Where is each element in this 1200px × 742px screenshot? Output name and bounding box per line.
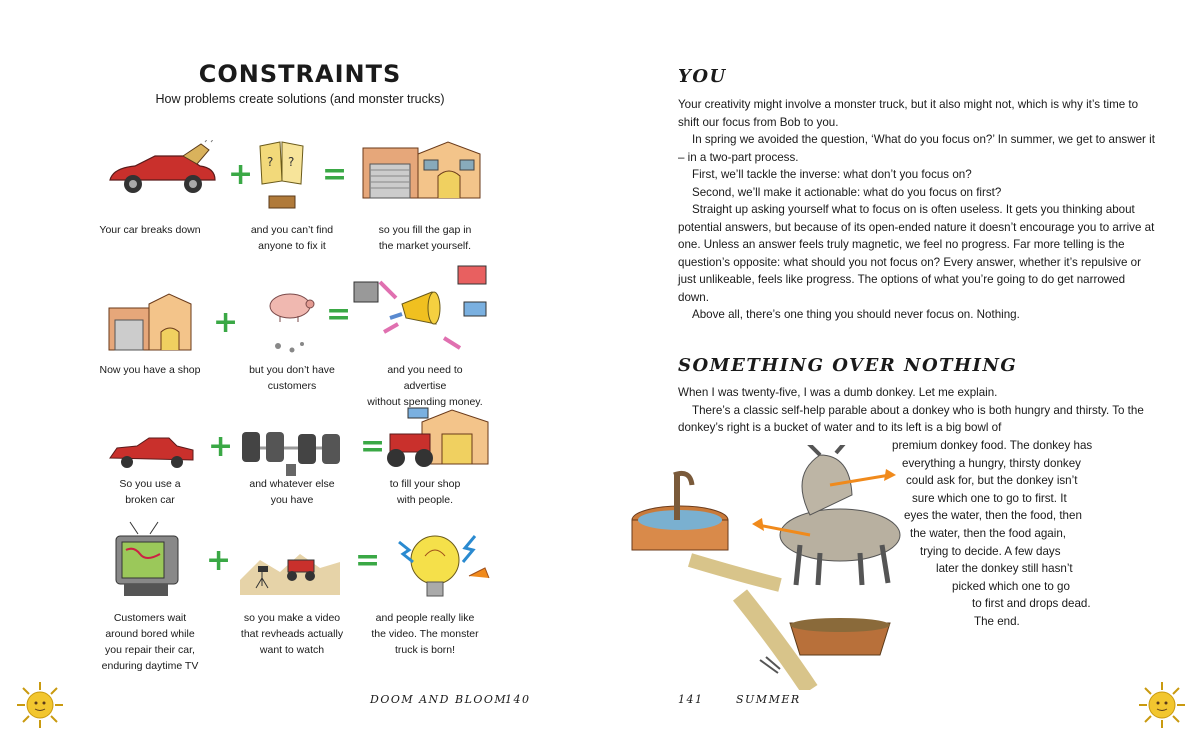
broken-car-illustration	[105, 140, 220, 200]
plus-icon: +	[228, 157, 254, 192]
caption-line: so you fill the gap in	[378, 224, 472, 236]
caption-line: enduring daytime TV	[101, 660, 199, 672]
plus-icon: +	[208, 429, 234, 464]
caption-cell	[90, 362, 210, 378]
plus-icon: +	[206, 543, 232, 578]
caption-line: Now you have a shop	[99, 364, 201, 376]
page-number: 141	[678, 693, 704, 706]
caption-cell	[232, 362, 352, 394]
caption-line: without spending money.	[367, 396, 483, 408]
piggy-bank-illustration	[258, 288, 323, 358]
caption-cell	[232, 610, 352, 658]
equals-icon: =	[355, 543, 381, 578]
caption-line: to fill your shop	[389, 478, 461, 490]
caption-line: with people.	[396, 494, 454, 506]
right-page	[600, 0, 1200, 742]
caption-cell	[90, 610, 210, 674]
caption-line: Customers wait	[113, 612, 187, 624]
caption-cell	[90, 222, 210, 238]
caption-cell	[365, 610, 485, 658]
caption-line: the market yourself.	[378, 240, 472, 252]
paragraph: Your creativity might involve a monster truck, but it also might not, which is why it’s time to shift our focus from Bob to you.	[678, 98, 1139, 129]
equals-icon: =	[326, 297, 352, 332]
paragraph: Second, we’ll make it actionable: what do you focus on first?	[692, 185, 1002, 199]
caption-cell	[232, 476, 352, 508]
section-heading-you: YOU	[678, 66, 727, 87]
wrapped-text-line: to first and drops dead.	[972, 597, 1091, 611]
wrapped-text-line: later the donkey still hasn’t	[936, 562, 1073, 576]
monster-truck-shop-illustration	[382, 404, 497, 474]
caption-line: anyone to fix it	[258, 240, 326, 252]
wrapped-text-line: premium donkey food. The donkey has	[892, 439, 1093, 452]
advertising-illustration	[350, 262, 500, 362]
page-subtitle: How problems create solutions (and monster trucks)	[155, 92, 445, 106]
wrapped-text-line: sure which one to go to first. It	[912, 491, 1067, 505]
caption-line: want to watch	[259, 644, 325, 656]
section-body-you	[678, 96, 1158, 324]
caption-line: you have	[270, 494, 314, 506]
caption-line: and people really like	[375, 612, 475, 624]
wrapped-text-line: picked which one to go	[952, 579, 1070, 593]
caption-line: and whatever else	[249, 478, 335, 490]
paragraph: There’s a classic self-help parable about a donkey who is both hungry and thirsty. To the donkey’s right is a bucket of water and to its left is a big bowl of	[678, 403, 1144, 434]
caption-line: and you can’t find	[250, 224, 334, 236]
caption-line: So you use a	[119, 478, 181, 490]
svg-text:?: ?	[288, 155, 295, 169]
paragraph: First, we’ll tackle the inverse: what don’t you focus on?	[692, 168, 972, 181]
sun-icon	[1137, 680, 1187, 730]
wrapped-text-line: could ask for, but the donkey isn’t	[906, 474, 1078, 488]
section-heading-something-over-nothing: SOMETHING OVER NOTHING	[678, 355, 1018, 376]
lightbulb-idea-illustration	[385, 524, 500, 609]
wrapped-text-line: eyes the water, then the food, then	[904, 509, 1082, 523]
wrapped-text-line: the water, then the food again,	[910, 527, 1066, 540]
paragraph: Straight up asking yourself what to focus on is often useless. It gets you thinking about potential answers, but because of its open-ended nature it doesn’t encourage you to arrive at one. Unless an answer feels truly magnetic, we feel no progress. Far more telling is the question’s opposite: what should you not focus on? Every answer, whether it’s repulsive or just unlikeable, feels like progress. The options of what you’re going to do get narrowed down.	[678, 203, 1155, 304]
caption-cell	[365, 222, 485, 254]
sun-icon	[15, 680, 65, 730]
plus-icon: +	[213, 305, 239, 340]
caption-line: so you make a video	[243, 612, 341, 624]
caption-line: and you need to advertise	[387, 364, 463, 392]
wrapped-text-line: everything a hungry, thirsty donkey	[902, 456, 1081, 470]
caption-line: but you don’t have	[249, 364, 335, 376]
caption-line: around bored while	[105, 628, 195, 640]
footer-book-title: DOOM AND BLOOM	[370, 693, 508, 706]
phone-book-illustration	[255, 136, 310, 216]
caption-line: the video. The monster	[371, 628, 479, 640]
tires-and-axles-illustration	[236, 424, 351, 479]
footer-section-title: SUMMER	[736, 693, 801, 706]
equals-icon: =	[322, 157, 348, 192]
shop-illustration	[105, 290, 195, 355]
section-body-donkey	[678, 384, 1158, 437]
paragraph: In spring we avoided the question, ‘What do you focus on?’ In summer, we get to answer it – in a two-part process.	[678, 133, 1155, 164]
caption-cell	[232, 222, 352, 254]
caption-line: broken car	[125, 494, 175, 506]
svg-text:?: ?	[267, 155, 274, 169]
caption-line: truck is born!	[394, 644, 456, 656]
paragraph: Above all, there’s one thing you should never focus on. Nothing.	[692, 308, 1020, 321]
video-shoot-illustration	[240, 540, 340, 595]
page-title: CONSTRAINTS	[198, 60, 402, 88]
broken-red-car-illustration	[107, 432, 197, 472]
caption-line: Your car breaks down	[99, 224, 201, 236]
caption-line: customers	[267, 380, 317, 392]
caption-cell	[365, 362, 485, 410]
caption-line: you repair their car,	[105, 644, 195, 656]
caption-line: that revheads actually	[240, 628, 344, 640]
wrapped-text-line: The end.	[974, 615, 1020, 628]
caption-cell	[90, 476, 210, 508]
wrapped-text-line: trying to decide. A few days	[920, 544, 1061, 558]
donkey-parable-illustration	[630, 445, 970, 690]
caption-cell	[365, 476, 485, 508]
tv-set-illustration	[110, 520, 185, 600]
page-number: 140	[505, 693, 531, 706]
garage-shop-illustration	[358, 134, 488, 204]
paragraph: When I was twenty-five, I was a dumb donkey. Let me explain.	[678, 386, 998, 399]
equals-icon: =	[360, 429, 386, 464]
